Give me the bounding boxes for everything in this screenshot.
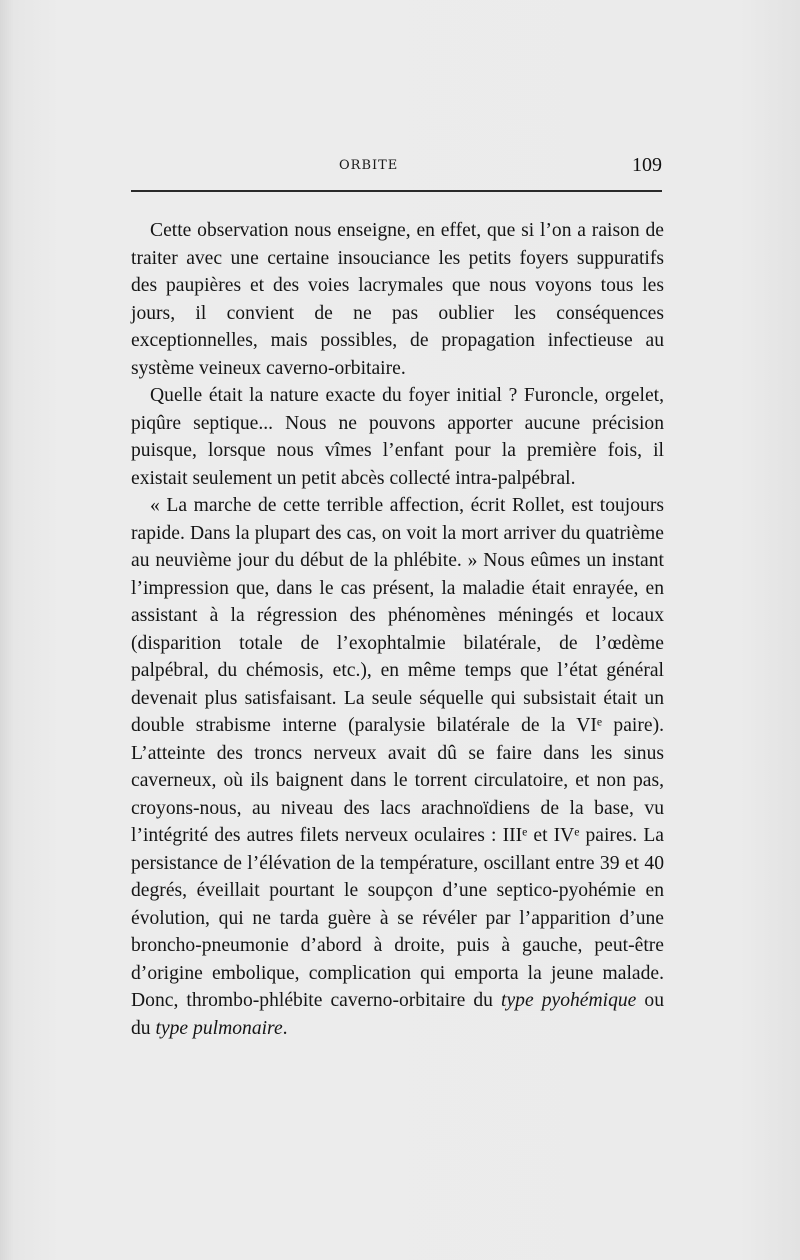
paragraph-2: Quelle était la nature exacte du foyer initial ? Furoncle, orgelet, piqûre septique... Nous ne pouvons apporter aucune précision puisque, lorsque nous vîmes l’enfant pour la première fois, il existait seulement un petit abcès collecté intra-palpébral. bbox=[131, 385, 664, 489]
paragraph-3-connector: ou du bbox=[131, 990, 665, 1039]
italic-term-pulmonaire: type pulmonaire bbox=[155, 1017, 283, 1039]
paragraph-3-text: « La marche de cette terrible affection, écrit Rollet, est toujours rapide. Dans la plupart des cas, on voit la mort arriver du quatrième au neuvième jour du début de la phlébite. » Nous eûmes un instant l’impression que, dans le cas présent, la maladie était enrayée, en assistant à la régression des phénomènes méningés et locaux (disparition totale de l’exophtalmie bilatérale, de l’œdème palpébral, du chémosis, etc.), en même temps que l’état général devenait plus satisfaisant. La seule séquelle qui subsistait était un double strabisme interne (paralysie bilatérale de la VIᵉ paire). L’atteinte des troncs nerveux avait dû se faire dans les sinus caverneux, où ils baignent dans le torrent circulatoire, et non pas, croyons-nous, au niveau des lacs arachnoïdiens de la base, vu l’intégrité des autres filets nerveux oculaires : IIIᵉ et IVᵉ paires. La persistance de l’élévation de la température, oscillant entre 39 et 40 degrés, éveillait pourtant le soupçon d’une septico-pyohémie en évolution, qui ne tarda guère à se révéler par l’apparition d’une broncho-pneumonie d’abord à droite, puis à gauche, peut-être d’origine embolique, complication qui emporta la jeune malade. Donc, thrombo-phlébite caverno-orbitaire du bbox=[131, 495, 664, 1011]
body-text bbox=[131, 217, 664, 1042]
italic-term-pyohemique: type pyohémique bbox=[501, 990, 637, 1011]
page-number: 109 bbox=[632, 154, 662, 176]
running-head: ORBITE bbox=[339, 158, 399, 173]
paragraph-3-end: . bbox=[282, 1017, 288, 1039]
paragraph-1: Cette observation nous enseigne, en effet, que si l’on a raison de traiter avec une certaine insouciance les petits foyers suppuratifs des paupières et des voies lacrymales que nous voyons tous les jours, il convient de ne pas oublier les conséquences exceptionnelles, mais possibles, de propagation infectieuse au système veineux caverno-orbitaire. bbox=[131, 220, 664, 379]
page-header bbox=[131, 150, 664, 190]
header-rule bbox=[131, 190, 662, 192]
paragraph-3 bbox=[131, 492, 664, 1042]
